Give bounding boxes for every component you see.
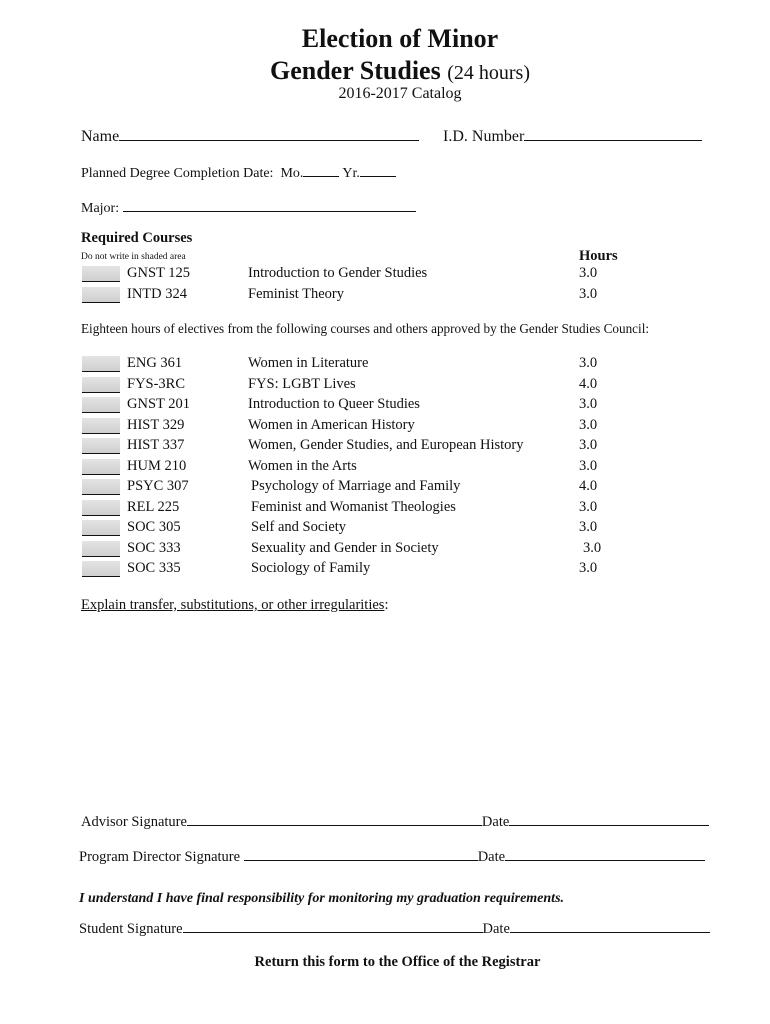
course-title: Women, Gender Studies, and European History bbox=[248, 437, 524, 453]
course-code: GNST 201 bbox=[127, 396, 190, 412]
shaded-area-note: Do not write in shaded area bbox=[81, 252, 186, 262]
course-code: ENG 361 bbox=[127, 355, 183, 371]
shaded-checkoff-box bbox=[82, 377, 120, 393]
course-hours: 3.0 bbox=[579, 265, 598, 281]
irregularities-colon: : bbox=[384, 597, 389, 613]
shaded-checkoff-box bbox=[82, 479, 120, 495]
shaded-checkoff-box bbox=[82, 287, 120, 303]
course-hours: 3.0 bbox=[579, 355, 598, 371]
director-signature-line[interactable] bbox=[244, 846, 478, 861]
student-signature-field bbox=[79, 918, 710, 938]
hours-heading: Hours bbox=[579, 248, 618, 264]
completion-date-label: Planned Degree Completion Date: bbox=[81, 166, 274, 181]
electives-intro: Eighteen hours of electives from the following courses and others approved by the Gender Studies Council: bbox=[81, 321, 650, 336]
course-code: SOC 333 bbox=[127, 539, 181, 556]
student-date-label: Date bbox=[482, 921, 510, 937]
shaded-checkoff-box bbox=[82, 438, 120, 454]
course-title: Introduction to Queer Studies bbox=[248, 396, 420, 412]
course-code: HIST 337 bbox=[127, 437, 185, 453]
course-hours: 3.0 bbox=[579, 285, 598, 302]
shaded-checkoff-box bbox=[82, 561, 120, 577]
student-signature-line[interactable] bbox=[183, 918, 483, 933]
course-title: FYS: LGBT Lives bbox=[248, 375, 356, 392]
course-hours: 3.0 bbox=[583, 539, 602, 556]
year-label: Yr. bbox=[342, 166, 360, 181]
advisor-signature-line[interactable] bbox=[187, 811, 482, 826]
shaded-checkoff-box bbox=[82, 459, 120, 475]
course-title: Women in American History bbox=[248, 416, 415, 433]
required-courses-heading: Required Courses bbox=[81, 230, 193, 246]
minor-name: Gender Studies bbox=[270, 56, 441, 85]
irregularities-prompt bbox=[81, 597, 388, 614]
month-label: Mo. bbox=[280, 166, 304, 181]
course-hours: 3.0 bbox=[579, 437, 598, 453]
course-code: HUM 210 bbox=[127, 457, 187, 474]
course-title: Feminist and Womanist Theologies bbox=[251, 498, 456, 515]
course-hours: 3.0 bbox=[579, 560, 598, 576]
course-title: Introduction to Gender Studies bbox=[248, 265, 428, 281]
director-date-label: Date bbox=[477, 849, 506, 865]
catalog-year: 2016-2017 Catalog bbox=[338, 85, 462, 102]
shaded-checkoff-box bbox=[82, 520, 120, 536]
major-input-line[interactable] bbox=[123, 200, 416, 212]
shaded-checkoff-box bbox=[82, 500, 120, 516]
student-date-line[interactable] bbox=[510, 918, 710, 933]
major-field bbox=[81, 200, 416, 217]
course-title: Sexuality and Gender in Society bbox=[251, 539, 439, 556]
name-field bbox=[81, 126, 419, 146]
id-number-field bbox=[443, 126, 702, 146]
major-label: Major: bbox=[81, 201, 120, 216]
name-input-line[interactable] bbox=[119, 126, 419, 141]
shaded-checkoff-box bbox=[82, 356, 120, 372]
course-code: SOC 305 bbox=[127, 519, 181, 535]
responsibility-statement: I understand I have final responsibility for monitoring my graduation requirements. bbox=[79, 891, 565, 906]
name-label: Name bbox=[81, 128, 120, 145]
director-signature-label: Program Director Signature bbox=[79, 849, 241, 865]
course-code: SOC 335 bbox=[127, 560, 181, 576]
month-input-line[interactable] bbox=[303, 165, 339, 177]
course-hours: 3.0 bbox=[579, 498, 598, 515]
year-input-line[interactable] bbox=[360, 165, 396, 177]
course-hours: 3.0 bbox=[579, 519, 598, 535]
advisor-signature-label: Advisor Signature bbox=[81, 814, 187, 830]
course-title: Self and Society bbox=[251, 519, 347, 535]
course-code: PSYC 307 bbox=[127, 478, 189, 494]
director-signature-field bbox=[79, 846, 705, 866]
shaded-checkoff-box bbox=[82, 266, 120, 282]
course-code: HIST 329 bbox=[127, 416, 185, 433]
course-title: Women in Literature bbox=[248, 355, 369, 371]
course-title: Psychology of Marriage and Family bbox=[251, 478, 461, 494]
return-instructions: Return this form to the Office of the Registrar bbox=[254, 954, 541, 970]
advisor-date-line[interactable] bbox=[509, 811, 709, 826]
advisor-signature-field bbox=[81, 811, 709, 831]
course-title: Women in the Arts bbox=[248, 457, 357, 474]
course-title: Feminist Theory bbox=[248, 285, 344, 302]
course-hours: 3.0 bbox=[579, 396, 598, 412]
course-code: REL 225 bbox=[127, 498, 180, 515]
irregularities-label: Explain transfer, substitutions, or other irregularities bbox=[81, 597, 385, 613]
course-title: Sociology of Family bbox=[251, 560, 371, 576]
course-hours: 3.0 bbox=[579, 416, 598, 433]
shaded-checkoff-box bbox=[82, 397, 120, 413]
completion-date-field bbox=[81, 165, 396, 182]
minor-hours: (24 hours) bbox=[447, 62, 530, 84]
course-code: GNST 125 bbox=[127, 265, 190, 281]
shaded-checkoff-box bbox=[82, 418, 120, 434]
course-code: INTD 324 bbox=[127, 285, 188, 302]
student-signature-label: Student Signature bbox=[79, 921, 183, 937]
form-subtitle bbox=[0, 56, 770, 86]
director-date-line[interactable] bbox=[505, 846, 705, 861]
course-hours: 3.0 bbox=[579, 457, 598, 474]
id-number-input-line[interactable] bbox=[524, 126, 702, 141]
irregularities-area[interactable] bbox=[81, 622, 721, 802]
advisor-date-label: Date bbox=[481, 814, 510, 830]
shaded-checkoff-box bbox=[82, 541, 120, 557]
course-hours: 4.0 bbox=[579, 478, 598, 494]
course-code: FYS-3RC bbox=[127, 375, 186, 392]
title-line-1: Election of Minor bbox=[301, 24, 499, 53]
id-number-label: I.D. Number bbox=[443, 128, 525, 145]
course-hours: 4.0 bbox=[579, 375, 598, 392]
form-title bbox=[0, 24, 770, 54]
